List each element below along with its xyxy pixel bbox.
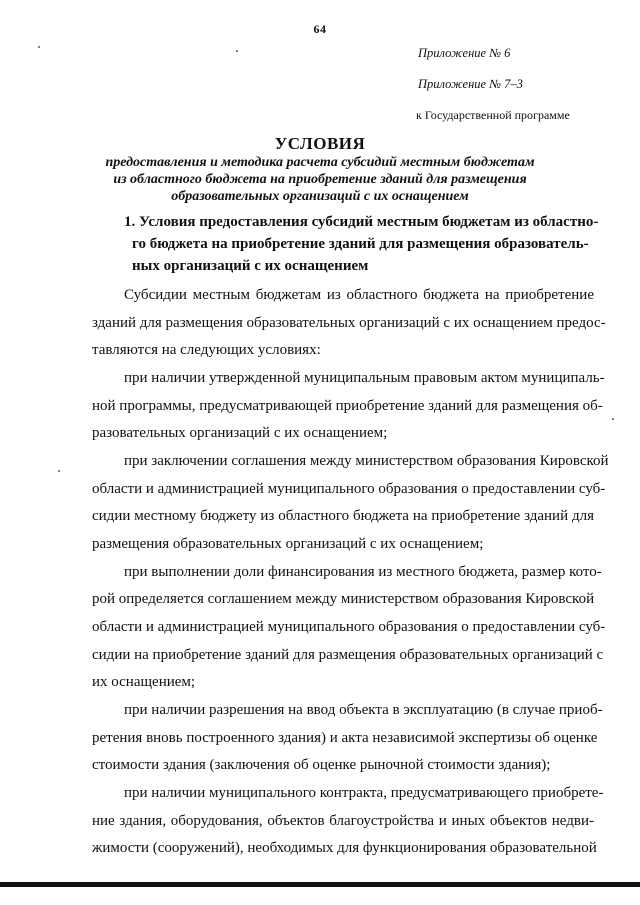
body-line: области и администрацией муниципального образования о предоставлении суб- xyxy=(92,481,606,497)
body-line: их оснащением; xyxy=(92,674,196,690)
body-line: ретения вновь построенного здания) и акта независимой экспертизы об оценке xyxy=(92,730,598,746)
body-line: размещения образовательных организаций с их оснащением; xyxy=(92,536,484,552)
scan-speck xyxy=(236,50,238,52)
appendix-line-1: Приложение № 6 xyxy=(418,46,511,60)
appendix-line-3: к Государственной программе xyxy=(416,108,570,122)
body-line: при выполнении доли финансирования из местного бюджета, размер кото- xyxy=(124,564,602,580)
body-line: сидии местному бюджету из областного бюджета на приобретение зданий для xyxy=(92,508,594,524)
subtitle-line-1: предоставления и методика расчета субсидий местным бюджетам xyxy=(105,155,535,170)
page-number: 64 xyxy=(313,22,327,36)
body-line: при заключении соглашения между министерством образования Кировской xyxy=(124,453,609,469)
section-heading-line-2: го бюджета на приобретение зданий для размещения образователь- xyxy=(132,236,589,252)
document-title: УСЛОВИЯ xyxy=(274,134,366,153)
body-line: при наличии разрешения на ввод объекта в эксплуатацию (в случае приоб- xyxy=(124,702,603,718)
body-line: при наличии утвержденной муниципальным правовым актом муниципаль- xyxy=(124,370,605,386)
body-line: при наличии муниципального контракта, предусматривающего приобрете- xyxy=(124,785,604,801)
scan-edge-bar xyxy=(0,882,640,887)
scan-speck xyxy=(612,418,614,420)
appendix-line-2: Приложение № 7–3 xyxy=(418,77,523,91)
scan-speck xyxy=(38,46,40,48)
body-line: жимости (сооружений), необходимых для функционирования образовательной xyxy=(92,840,597,856)
body-line: ние здания, оборудования, объектов благоустройства и иных объектов недви- xyxy=(92,813,594,829)
section-heading-line-3: ных организаций с их оснащением xyxy=(132,258,369,274)
body-line: сидии на приобретение зданий для размещения образовательных организаций с xyxy=(92,647,604,663)
body-line: области и администрацией муниципального образования о предоставлении суб- xyxy=(92,619,606,635)
body-line: рой определяется соглашением между министерством образования Кировской xyxy=(92,591,595,607)
scan-speck xyxy=(58,470,60,472)
subtitle-line-3: образовательных организаций с их оснащением xyxy=(171,189,469,204)
body-line: тавляются на следующих условиях: xyxy=(92,342,321,358)
body-line: разовательных организаций с их оснащением; xyxy=(92,425,388,441)
body-line: зданий для размещения образовательных организаций с их оснащением предос- xyxy=(92,315,606,331)
subtitle-line-2: из областного бюджета на приобретение зданий для размещения xyxy=(113,172,527,187)
body-line: стоимости здания (заключения об оценке рыночной стоимости здания); xyxy=(92,757,551,773)
section-heading-line-1: 1. Условия предоставления субсидий местным бюджетам из областно- xyxy=(124,214,599,230)
body-line: ной программы, предусматривающей приобретение зданий для размещения об- xyxy=(92,398,603,414)
body-line: Субсидии местным бюджетам из областного бюджета на приобретение xyxy=(124,287,594,303)
